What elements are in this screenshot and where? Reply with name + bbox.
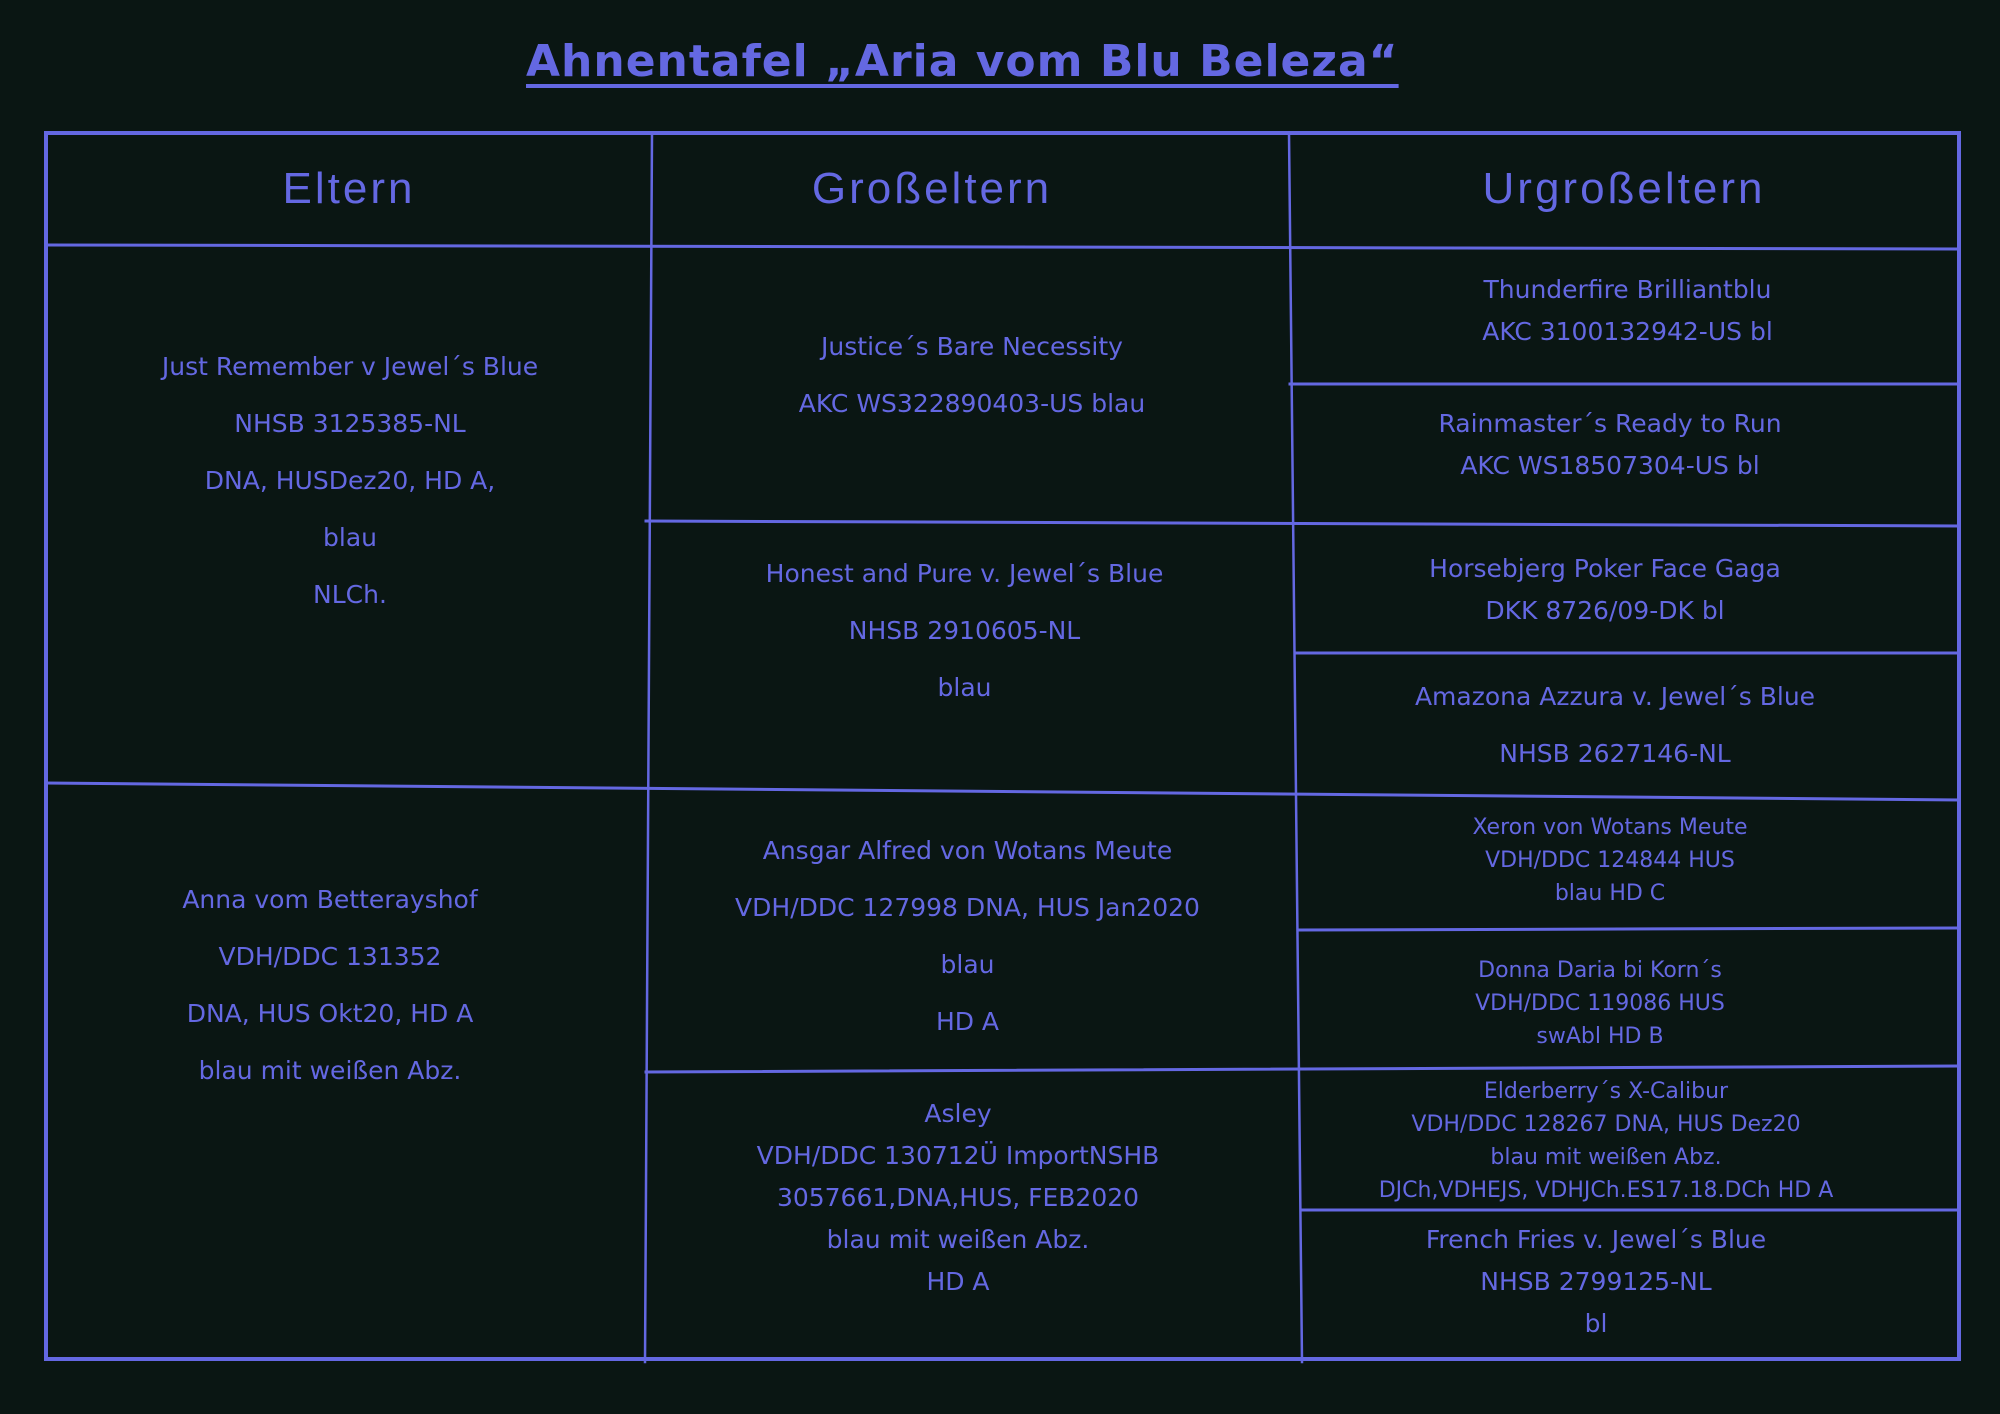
great-grandparent-registration: AKC WS18507304-US bl bbox=[1460, 451, 1760, 480]
great-grandparent-3 bbox=[1295, 546, 1915, 634]
header-parents: Eltern bbox=[282, 164, 416, 213]
dam-name: Anna vom Betterayshof bbox=[182, 885, 478, 914]
great-grandparent-name: Rainmaster´s Ready to Run bbox=[1438, 409, 1782, 438]
great-grandparent-7 bbox=[1301, 1074, 1911, 1208]
great-grandparent-1 bbox=[1290, 268, 1965, 354]
great-grandparent-registration: VDH/DDC 119086 HUS bbox=[1475, 990, 1725, 1016]
grandparent-4 bbox=[648, 1090, 1268, 1305]
grandparent-registration: VDH/DDC 130712Ü ImportNSHB bbox=[756, 1140, 1160, 1170]
header-great-grandparents: Urgroßeltern bbox=[1482, 164, 1766, 213]
grandparent-3 bbox=[650, 820, 1285, 1052]
great-grandparent-name: Horsebjerg Poker Face Gaga bbox=[1429, 554, 1781, 583]
grandparent-2 bbox=[652, 545, 1277, 715]
sire-title: NLCh. bbox=[313, 579, 387, 609]
great-grandparent-registration: AKC 3100132942-US bl bbox=[1482, 317, 1773, 346]
grandparent-health: 3057661,DNA,HUS, FEB2020 bbox=[776, 1182, 1140, 1212]
great-grandparent-4 bbox=[1295, 670, 1935, 780]
grandparent-name: Honest and Pure v. Jewel´s Blue bbox=[765, 558, 1164, 588]
dam-health: DNA, HUS Okt20, HD A bbox=[186, 999, 474, 1028]
great-grandparent-name: Thunderfire Brilliantblu bbox=[1483, 275, 1772, 304]
grandparent-hd: HD A bbox=[926, 1266, 990, 1296]
sire-registration: NHSB 3125385-NL bbox=[234, 408, 466, 438]
dam-color: blau mit weißen Abz. bbox=[198, 1056, 462, 1085]
great-grandparent-name: Donna Daria bi Korn´s bbox=[1478, 957, 1722, 983]
great-grandparent-2 bbox=[1290, 400, 1930, 490]
sire-health: DNA, HUSDez20, HD A, bbox=[204, 465, 496, 495]
grandparent-1 bbox=[652, 310, 1292, 440]
great-grandparent-registration: VDH/DDC 128267 DNA, HUS Dez20 bbox=[1411, 1112, 1801, 1137]
grandparent-color: blau bbox=[940, 950, 995, 979]
great-grandparent-titles: DJCh,VDHEJS, VDHJCh.ES17.18.DCh HD A bbox=[1378, 1178, 1834, 1203]
parent-sire bbox=[50, 300, 650, 660]
sire-name: Just Remember v Jewel´s Blue bbox=[161, 351, 539, 381]
great-grandparent-8 bbox=[1301, 1218, 1891, 1346]
great-grandparent-name: Amazona Azzura v. Jewel´s Blue bbox=[1414, 682, 1816, 711]
dam-registration: VDH/DDC 131352 bbox=[218, 942, 442, 971]
grandparent-registration: NHSB 2910605-NL bbox=[848, 615, 1081, 645]
grandparent-color: blau mit weißen Abz. bbox=[826, 1224, 1090, 1254]
page-title: Ahnentafel „Aria vom Blu Beleza“ bbox=[526, 36, 1399, 87]
great-grandparent-color: blau mit weißen Abz. bbox=[1490, 1145, 1722, 1170]
great-grandparent-6 bbox=[1300, 953, 1900, 1053]
grandparent-name: Ansgar Alfred von Wotans Meute bbox=[762, 836, 1173, 865]
great-grandparent-color: bl bbox=[1584, 1309, 1608, 1338]
grandparent-registration: AKC WS322890403-US blau bbox=[798, 389, 1146, 418]
great-grandparent-registration: DKK 8726/09-DK bl bbox=[1485, 596, 1725, 625]
grandparent-registration: VDH/DDC 127998 DNA, HUS Jan2020 bbox=[735, 893, 1200, 922]
grandparent-color: blau bbox=[937, 672, 992, 702]
great-grandparent-color: blau HD C bbox=[1554, 880, 1666, 906]
great-grandparent-registration: NHSB 2799125-NL bbox=[1480, 1267, 1712, 1296]
great-grandparent-name: French Fries v. Jewel´s Blue bbox=[1425, 1225, 1767, 1254]
header-grandparents: Großeltern bbox=[811, 164, 1053, 213]
great-grandparent-color: swAbl HD B bbox=[1536, 1023, 1664, 1049]
great-grandparent-registration: NHSB 2627146-NL bbox=[1499, 739, 1731, 768]
great-grandparent-name: Xeron von Wotans Meute bbox=[1472, 814, 1748, 840]
grandparent-name: Justice´s Bare Necessity bbox=[821, 332, 1123, 361]
grandparent-name: Asley bbox=[924, 1098, 992, 1128]
sire-color: blau bbox=[323, 522, 377, 552]
great-grandparent-name: Elderberry´s X-Calibur bbox=[1483, 1079, 1729, 1104]
parent-dam bbox=[50, 860, 610, 1110]
great-grandparent-5 bbox=[1300, 810, 1920, 910]
grandparent-hd: HD A bbox=[935, 1007, 1000, 1036]
great-grandparent-registration: VDH/DDC 124844 HUS bbox=[1485, 847, 1735, 873]
